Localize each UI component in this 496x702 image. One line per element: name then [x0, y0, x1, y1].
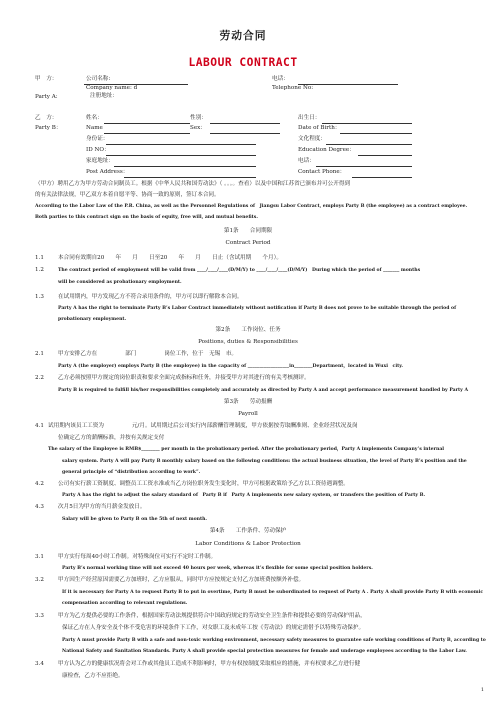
section-2-heading-en: Positions, duties & Responsibilities [198, 339, 298, 345]
clause-4-3-number: 4.3 [35, 504, 44, 510]
party-a-address-cn: 注册地址： [90, 93, 118, 99]
home-underline [114, 166, 256, 167]
clause-3-4-cn-line1: 甲方认为乙方的健康状况将会对工作或其他员工造成不利影响时，甲方有权按制度采取相应的措施，并有权要求乙方进行健 [58, 661, 361, 667]
party-b-name-cn: 姓名： [86, 115, 103, 121]
clause-3-2-cn: 甲方因生产经营原因需要乙方加班时，乙方应服从，同时甲方应按规定支付乙方加班费按额外补偿。 [58, 577, 305, 583]
clause-3-4-number: 3.4 [35, 661, 44, 667]
party-b-gender-cn: 性别： [190, 115, 207, 121]
edu-en-underline [358, 155, 412, 156]
title-chinese: 劳动合同 [219, 29, 267, 42]
clause-3-2-en-line1: If it is necessary for Party A to request Party B to put in overtime, Party B must be subordinated to request of Party A . Party A shall provide Party B with economic [62, 590, 484, 595]
clause-3-1-number: 3.1 [35, 554, 44, 560]
clause-3-3-cn-line2: 保证乙方在人身安全及个体不受危害的环境条件下工作，对女职工及未成年工按《劳动法》的规定需借予以特殊劳动保护。 [62, 625, 365, 631]
intro-cn-line1: （甲方）聘用乙方为甲方劳动合同制员工。根据《中华人民共和国劳动法》（ 。。。。查看）以及中国和江苏省已颁布并可公开得到 [35, 181, 351, 187]
birth-underline [322, 123, 412, 124]
clause-4-3-cn: 次月5日为甲方的当月薪金发放日。 [58, 504, 146, 510]
section-3-heading-en: Payroll [238, 411, 258, 417]
party-a-company-name-en: Company name: d [86, 85, 138, 91]
clause-3-1-cn: 甲方实行每周40小时工作制。对特殊岗位可实行不定时工作制。 [58, 554, 217, 560]
section-4-heading-en: Labor Conditions & Labor Protection [195, 541, 301, 547]
party-b-label: 乙 方： [35, 115, 58, 121]
party-b-label-en: Party B： [35, 125, 62, 131]
clause-1-3-en-line1: Party A has the right to terminate Party B’s Labor Contract immediately without notification if Party B does not prove to be suitable through the period of [58, 306, 457, 311]
page-number: 1 [480, 687, 484, 693]
party-a-label-en: Party A: [35, 94, 58, 100]
contact-underline [352, 177, 412, 178]
intro-en-line1: According to the Labor Law of the P.R. China, as well as the Personnel Regulations of Jiangsu Labor Contract, employs Party B (the employee) as a contract employee. [35, 204, 468, 209]
phone-underline [298, 84, 398, 85]
sex-underline [210, 133, 280, 134]
clause-1-1-number: 1.1 [35, 255, 44, 261]
edu-underline [326, 144, 412, 145]
party-a-company-name-cn: 公司名称: [86, 76, 111, 82]
clause-4-1-number: 4.1 [35, 423, 44, 429]
clause-4-2-en: Party A has the right to adjust the salary standard of Party B if Party A implements new salary system, or transfers the position of Party B. [62, 493, 426, 498]
clause-3-2-en-line2: compensation according to relevant regulations. [62, 601, 188, 606]
clause-4-3-en: Salary will be given to Party B on the 5th of next month. [62, 517, 208, 522]
clause-2-1-number: 2.1 [35, 351, 44, 357]
clause-1-3-cn: 在试用期内，甲方发现乙方不符合录用条件的，甲方可以即行解除本合同。 [58, 294, 243, 300]
party-b-tel-cn: 电话： [298, 158, 315, 164]
party-a-phone-en: Telephone No: [272, 85, 314, 91]
clause-2-2-en: Party B is required to fulfill his/her responsibilities completely and accurately as directed by Party A and accept performance measurement handled by Party A [58, 388, 469, 393]
intro-en-line2: Both parties to this contract sign on the basis of equity, free will, and mutual benefits. [35, 215, 258, 220]
clause-4-1-en-line1: The salary of the Employee is RMB$________ per month in the probationary period. After the probationary period，Party A implements Company’s internal [48, 447, 445, 452]
section-3-heading-cn: 第3条 劳动报酬 [223, 399, 273, 405]
clause-3-3-en-line1: Party A must provide Party B with a safe and non-toxic working environment, necessary safety measures to guarantee safe working conditions of Party B, according to [62, 638, 486, 643]
clause-3-3-en-line2: National Safety and Sanitation Standards. Party A shall provide special protection measures for female and underage employees according to the Labor Law. [62, 649, 467, 654]
section-4-heading-cn: 第4条 工作条件、劳动保护 [209, 528, 287, 534]
clause-1-2-en-line1: The contract period of employment will be valid from ____/____/____(D/M/Y) to ____/____/____(D/M/Y) During which the period of _______ months [58, 268, 421, 273]
party-b-sex-en: Sex： [190, 125, 206, 131]
party-b-name-en: Name [86, 125, 103, 131]
clause-2-1-en: Party A (the employer) employs Party B (the employee) in the capacity of __________________in________Department，located in Wuxi city. [58, 364, 403, 369]
intro-cn-line2: 的有关法律法规，甲乙双方本着自愿平等、协商一致的原则，签订本合同。 [35, 192, 220, 198]
id-en-underline [106, 155, 256, 156]
clause-1-2-number: 1.2 [35, 267, 44, 273]
party-b-id-cn: 身份证： [86, 136, 109, 142]
section-1-heading-en: Contract Period [225, 240, 271, 246]
clause-3-1-en: Party B’s normal working time will not exceed 40 hours per week, whereas it’s flexible for some special position holders. [62, 566, 373, 571]
clause-1-3-en-line2: probationary employment. [58, 317, 127, 322]
post-underline [124, 177, 256, 178]
clause-1-3-number: 1.3 [35, 294, 44, 300]
clause-4-1-en-line2: salary system. Party A will pay Party B monthly salary based on the following conditions: the actual business situation, the level of Party B’s position and the [62, 459, 467, 464]
party-a-label: 甲 方： [35, 76, 58, 82]
party-b-edu-cn: 文化程度： [298, 136, 326, 142]
party-b-post-en: Post Address： [86, 169, 129, 175]
name-en-underline [104, 133, 190, 134]
id-underline [106, 144, 256, 145]
clause-4-1-cn-line2: 位确定乙方的薪酬标准，并按有关规定支付 [58, 435, 165, 441]
clause-1-1-cn: 本合同有效期自20 年 月 日至20 年 月 日止（含试用期 个月）。 [58, 255, 282, 261]
party-b-contact-en: Contact Phone： [298, 169, 346, 175]
party-b-birth-cn: 出生日： [298, 115, 321, 121]
gender-underline [210, 123, 280, 124]
clause-1-2-en-line2: will be considered as probationary employment. [58, 280, 182, 285]
party-b-home-cn: 家庭地址： [86, 158, 114, 164]
party-a-phone-cn: 电话： [272, 76, 289, 82]
clause-2-2-number: 2.2 [35, 375, 44, 381]
name-underline [104, 123, 190, 124]
tel-underline [316, 166, 412, 167]
clause-2-2-cn: 乙方必须按照甲方规定的岗位职责和要求全面完成指标和任务，并接受甲方对其进行的有关考核测评。 [58, 375, 310, 381]
party-b-id-en: ID NO： [86, 147, 110, 153]
clause-4-2-cn: 公司有实行薪工资制度、调整员工工资水准或当乙方岗位职务发生变化时，甲方可根据政策给予乙方以工资待遇调整。 [58, 481, 349, 487]
party-b-edu-en: Education Degree： [298, 147, 355, 153]
clause-3-2-number: 3.2 [35, 577, 44, 583]
clause-4-1-en-line3: general principle of “distribution according to work”. [62, 470, 201, 475]
clause-4-2-number: 4.2 [35, 481, 44, 487]
clause-3-3-cn-line1: 甲方为乙方提供必要的工作条件，根据国家劳动法规提供符合中国政府规定的劳动安全卫生条件和提供必要的劳动保护用品， [58, 613, 366, 619]
section-2-heading-cn: 第2条 工作岗位、任务 [215, 327, 281, 333]
title-english: LABOUR CONTRACT [188, 55, 298, 69]
clause-3-4-cn-line2: 康检查，乙方不应拒绝。 [62, 673, 124, 679]
clause-3-3-number: 3.3 [35, 613, 44, 619]
clause-4-1-cn-line1: 试用期内该员工工资为 元/月。试用期过后公司实行内部薪酬管理制度，甲方依据按劳取酬准则、企业经营状况及岗 [48, 423, 358, 429]
section-1-heading-cn: 第1条 合同期限 [223, 228, 273, 234]
birth-en-underline [340, 133, 412, 134]
clause-2-1-cn: 甲方安排乙方在 部门 岗位工作，位于 无锡 市。 [58, 351, 238, 357]
party-b-birth-en: Date of Birth： [298, 125, 341, 131]
